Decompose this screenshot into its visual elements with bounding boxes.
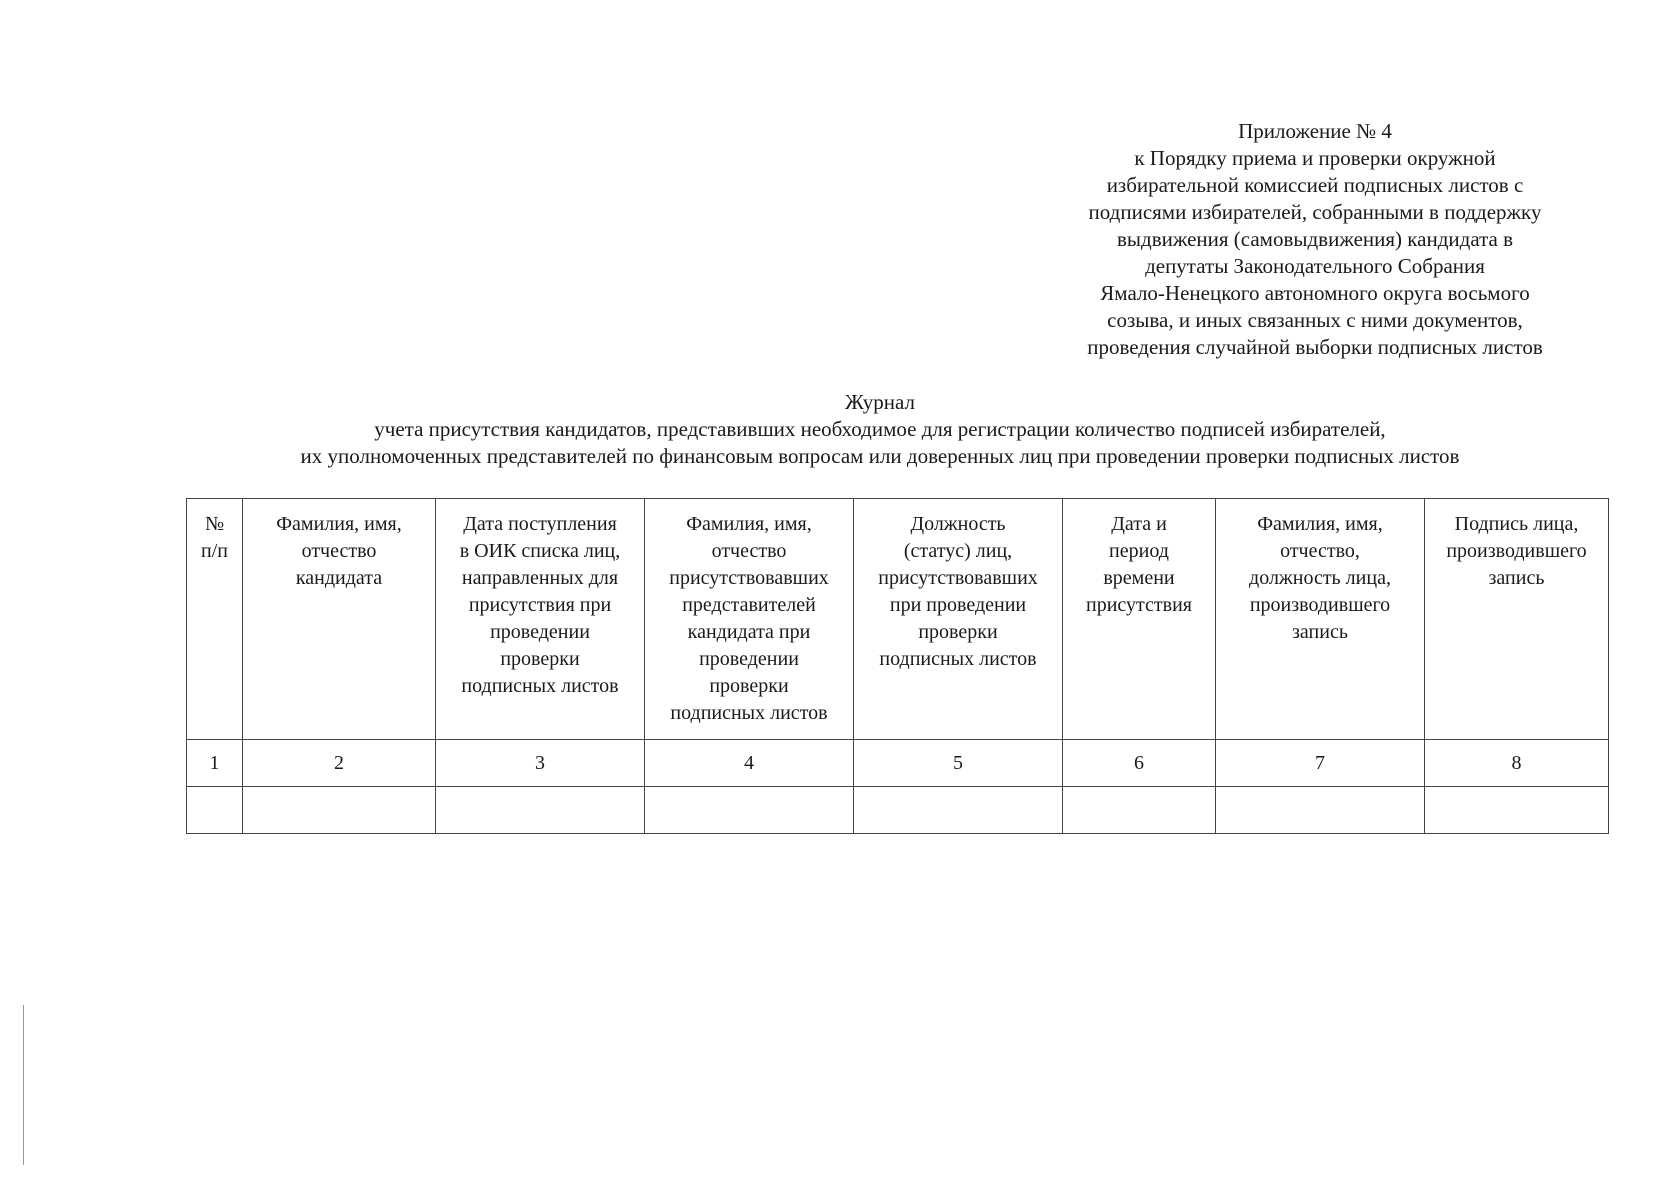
- appendix-line: проведения случайной выборки подписных листов: [1087, 335, 1543, 359]
- header-cell-number: [187, 499, 243, 740]
- header-text: Дата и период времени присутствия: [1086, 513, 1192, 616]
- header-row: [187, 499, 1609, 740]
- empty-cell: [1063, 787, 1216, 834]
- header-cell-list-date: [436, 499, 645, 740]
- header-cell-candidate-name: [243, 499, 436, 740]
- empty-cell: [854, 787, 1063, 834]
- header-text: Должность (статус) лиц, присутствовавших при проведении проверки подписных листов: [878, 513, 1038, 670]
- appendix-line: Ямало-Ненецкого автономного округа восьмого: [1100, 281, 1530, 305]
- empty-entry-row: [187, 787, 1609, 834]
- header-text: № п/п: [201, 513, 228, 562]
- column-number: 5: [854, 740, 1063, 787]
- header-text: Фамилия, имя, отчество кандидата: [276, 513, 402, 589]
- appendix-header: [1035, 118, 1595, 361]
- journal-subtitle-line-1: учета присутствия кандидатов, представивших необходимое для регистрации количество подписей избирателей,: [374, 417, 1386, 441]
- empty-cell: [1216, 787, 1425, 834]
- empty-cell: [243, 787, 436, 834]
- appendix-line: к Порядку приема и проверки окружной: [1134, 146, 1496, 170]
- header-cell-representatives-name: [645, 499, 854, 740]
- header-text: Фамилия, имя, отчество, должность лица, производившего запись: [1249, 513, 1391, 643]
- appendix-line: выдвижения (самовыдвижения) кандидата в: [1116, 227, 1514, 251]
- empty-cell: [1425, 787, 1609, 834]
- header-text: Фамилия, имя, отчество присутствовавших представителей кандидата при проведении проверки подписных листов: [669, 513, 829, 724]
- appendix-line: депутаты Законодательного Собрания: [1145, 254, 1485, 278]
- column-number-row: [187, 740, 1609, 787]
- appendix-line: подписями избирателей, собранными в поддержку: [1088, 200, 1542, 224]
- empty-cell: [436, 787, 645, 834]
- header-cell-attendance-period: [1063, 499, 1216, 740]
- header-text: Дата поступления в ОИК списка лиц, направленных для присутствия при проведении проверки подписных листов: [459, 513, 621, 697]
- appendix-line: Приложение № 4: [1238, 119, 1392, 143]
- column-number: 2: [243, 740, 436, 787]
- header-cell-recorder-name: [1216, 499, 1425, 740]
- column-number: 3: [436, 740, 645, 787]
- journal-subtitle-line-2: их уполномоченных представителей по финансовым вопросам или доверенных лиц при проведении проверки подписных листов: [300, 444, 1460, 468]
- scan-margin-line: [23, 1005, 24, 1165]
- journal-heading: [160, 389, 1600, 470]
- header-cell-position-status: [854, 499, 1063, 740]
- appendix-line: созыва, и иных связанных с ними документов,: [1107, 308, 1523, 332]
- journal-title: Журнал: [844, 390, 915, 414]
- column-number: 7: [1216, 740, 1425, 787]
- column-number: 8: [1425, 740, 1609, 787]
- column-number: 1: [187, 740, 243, 787]
- empty-cell: [187, 787, 243, 834]
- empty-cell: [645, 787, 854, 834]
- column-number: 4: [645, 740, 854, 787]
- header-text: Подпись лица, производившего запись: [1446, 513, 1587, 589]
- appendix-line: избирательной комиссией подписных листов с: [1106, 173, 1524, 197]
- journal-table: [186, 498, 1609, 834]
- header-cell-recorder-signature: [1425, 499, 1609, 740]
- column-number: 6: [1063, 740, 1216, 787]
